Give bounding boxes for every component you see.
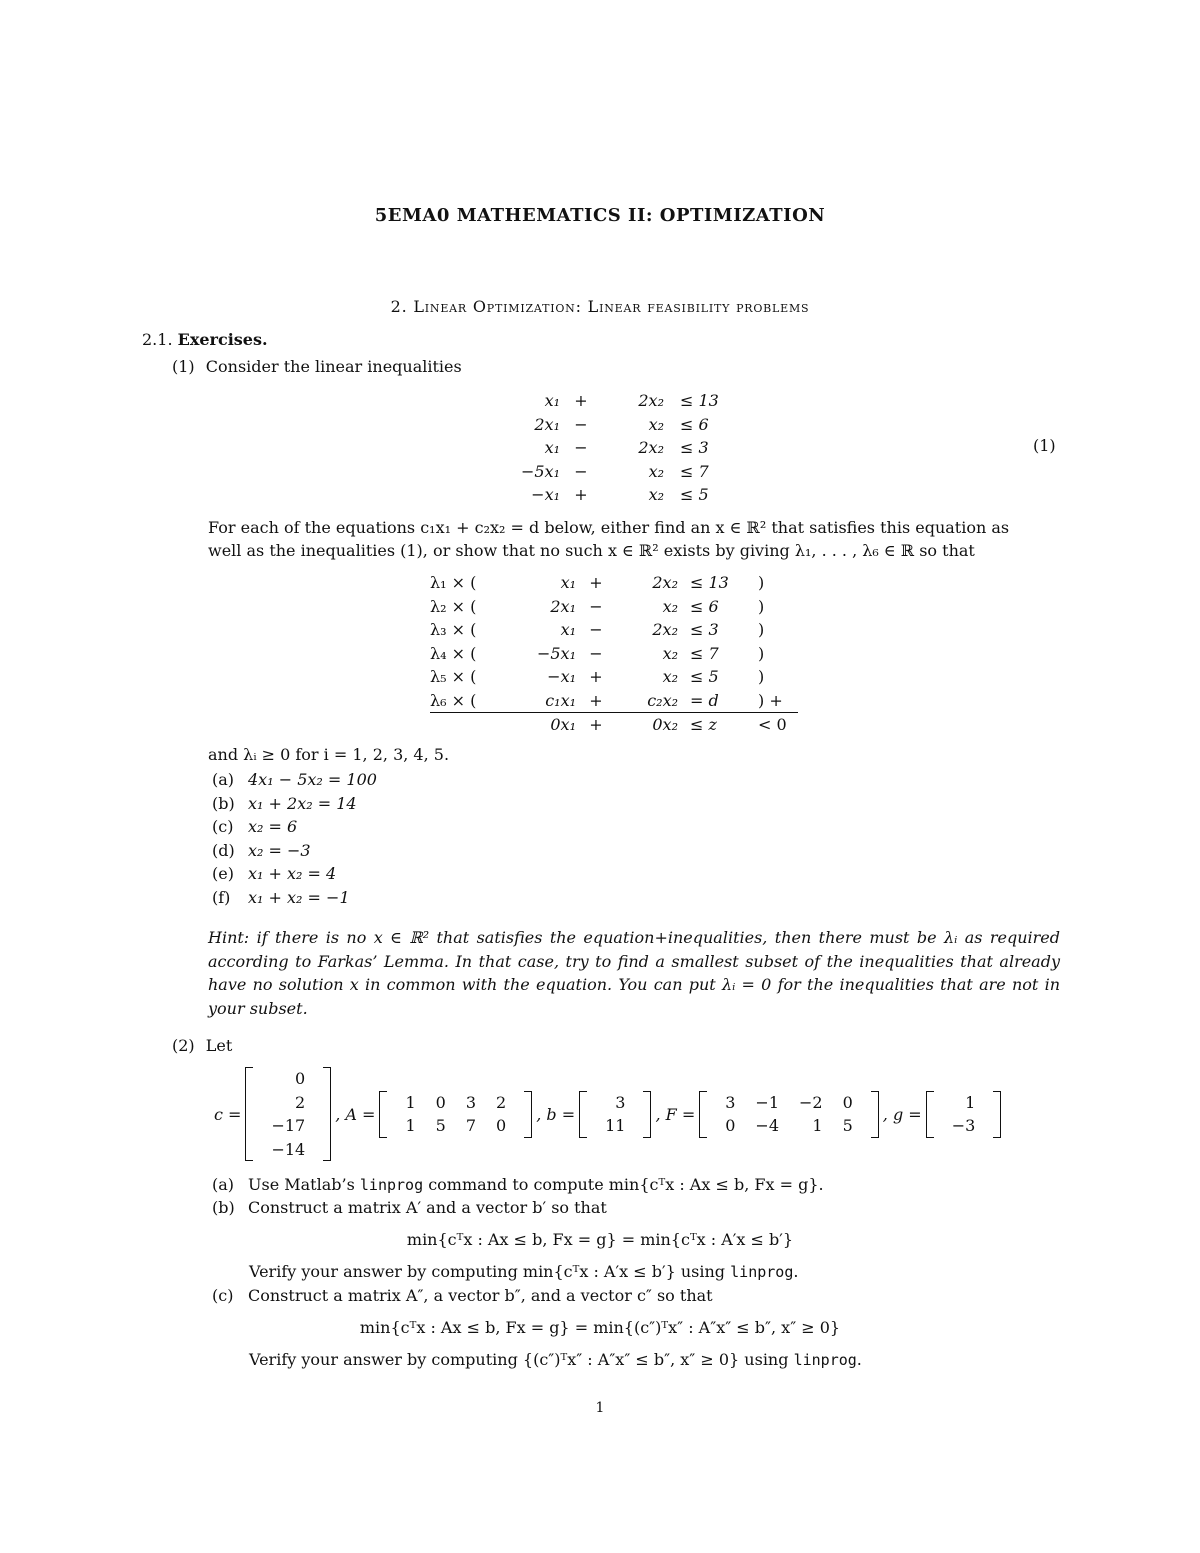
lambda-term: )	[758, 643, 765, 663]
matrix-entry: 3	[465, 1092, 476, 1112]
inequality-row	[500, 389, 734, 413]
exercise-1-item	[212, 815, 297, 838]
lambda-term: −5x₁	[536, 643, 576, 663]
lambda-term: ≤ 13	[690, 573, 729, 592]
equation-label: (1)	[1033, 436, 1056, 455]
item-label: (f)	[212, 887, 231, 907]
sum-term: +	[576, 713, 616, 737]
lambda-term: λ₄ × (	[430, 643, 477, 663]
item-equation: x₁ + x₂ = −1	[248, 887, 350, 907]
inequality-term: ≤ 3	[680, 438, 709, 457]
inequality-term: x₂	[648, 461, 664, 481]
exercise-1-intro	[172, 357, 462, 376]
exercise-1-item	[212, 792, 357, 815]
matrix-row	[595, 1091, 635, 1115]
matrix-row	[942, 1091, 986, 1115]
matrix-row	[715, 1114, 863, 1138]
matrix-entry: 7	[465, 1116, 476, 1135]
inequality-term: x₂	[648, 414, 664, 434]
lambda-term: )	[758, 620, 765, 639]
exercise-2-item-a	[212, 1173, 824, 1197]
lambda-term: λ₃ × (	[430, 620, 477, 639]
item-label: (c)	[212, 1286, 234, 1305]
lambda-term: −	[589, 620, 603, 639]
inequality-term: ≤ 6	[680, 414, 709, 434]
exercise-2-item-c	[212, 1284, 713, 1307]
section-heading: 2. Linear Optimization: Linear feasibility problems	[390, 297, 810, 316]
b-vector	[579, 1091, 651, 1138]
g-label: , g =	[882, 1104, 922, 1124]
item-text: .	[793, 1262, 799, 1281]
matrix-row	[395, 1091, 516, 1115]
lambda-term: ≤ 6	[690, 596, 719, 616]
inequality-term: 2x₂	[638, 391, 664, 410]
lambda-term: ≤ 5	[690, 667, 719, 686]
matrix-entry: 2	[295, 1092, 306, 1112]
inequality-term: ≤ 5	[680, 485, 709, 504]
lambda-term: c₂x₂	[647, 690, 678, 710]
subsection-number: 2.1.	[142, 330, 173, 349]
lambda-term: ≤ 7	[690, 643, 719, 663]
matrix-row	[942, 1114, 986, 1138]
lambda-term: x₂	[662, 667, 678, 686]
item-text: command to compute min{cᵀx : Ax ≤ b, Fx = g}.	[428, 1175, 824, 1194]
lambda-row	[430, 595, 798, 619]
inequality-term: −5x₁	[520, 461, 560, 481]
matrix-entry: 0	[295, 1069, 306, 1088]
verify-c	[249, 1350, 862, 1369]
matrix-entry: 5	[842, 1116, 853, 1135]
item-equation: x₂ = 6	[248, 817, 298, 836]
lambda-row	[430, 571, 798, 595]
sum-row	[430, 713, 798, 737]
page-number: 1	[595, 1400, 605, 1416]
matrix-row	[595, 1114, 635, 1138]
sum-term: 0x₁	[502, 713, 576, 737]
item-equation: x₁ + x₂ = 4	[248, 864, 337, 883]
exercise-1-item	[212, 768, 377, 791]
subsection-title: Exercises.	[177, 330, 268, 349]
A-label: , A =	[335, 1104, 376, 1124]
item-equation: x₂ = −3	[248, 840, 311, 860]
matrix-row	[261, 1091, 315, 1115]
lambda-term: x₁	[560, 573, 576, 592]
lambda-term: 2x₂	[652, 573, 678, 592]
inequality-term: −	[574, 438, 588, 457]
lambda-term: )	[758, 573, 765, 592]
lambda-term: −	[589, 643, 603, 663]
item-label: (a)	[212, 770, 235, 789]
lambda-term: +	[589, 667, 603, 686]
matrix-entry: −2	[799, 1092, 823, 1112]
F-label: , F =	[655, 1104, 696, 1124]
code-linprog: linprog	[359, 1176, 424, 1194]
exercise-2-intro	[172, 1036, 232, 1055]
matrix-entry: 3	[725, 1092, 736, 1112]
lambda-term: λ₁ × (	[430, 573, 477, 592]
lambda-term: )	[758, 596, 765, 616]
inequality-term: −x₁	[531, 485, 560, 504]
lambda-term: −	[589, 596, 603, 616]
b-label: , b =	[536, 1104, 576, 1124]
exercise-text: Let	[205, 1036, 233, 1055]
matrix-entry: −1	[755, 1092, 779, 1112]
lambda-term: λ₂ × (	[430, 596, 477, 616]
matrix-entry: 1	[405, 1116, 416, 1135]
exercise-1-item	[212, 862, 336, 885]
lambda-row	[430, 689, 798, 713]
matrix-entry: 1	[812, 1116, 823, 1135]
lambda-term: 2x₂	[652, 620, 678, 639]
item-text: .	[856, 1350, 862, 1369]
lambda-term: c₁x₁	[545, 690, 576, 710]
lambda-term: x₁	[560, 620, 576, 639]
lambda-term: ) +	[758, 690, 783, 710]
item-equation: 4x₁ − 5x₂ = 100	[248, 770, 377, 789]
inequality-term: x₁	[544, 438, 560, 457]
A-matrix	[379, 1091, 532, 1138]
exercise-number: (1)	[172, 357, 195, 376]
exercise-1-item	[212, 839, 311, 862]
matrix-row	[715, 1091, 863, 1115]
paragraph-line: For each of the equations c₁x₁ + c₂x₂ = d below, either find an x ∈ ℝ² that satisfies this equation as	[208, 518, 1010, 537]
paragraph-line: well as the inequalities (1), or show that no such x ∈ ℝ² exists by giving λ₁, . . . , λ₆ ∈ ℝ so that	[208, 541, 975, 560]
matrix-row	[261, 1067, 315, 1091]
matrix-entry: −4	[755, 1116, 779, 1135]
lambda-combination	[430, 571, 798, 737]
lambda-term: )	[758, 667, 765, 686]
exercise-number: (2)	[172, 1036, 195, 1055]
lambda-term: +	[589, 690, 603, 710]
c-label: c =	[214, 1104, 242, 1124]
lambda-term: x₂	[662, 596, 678, 616]
lambda-term: ≤ 3	[690, 620, 719, 639]
item-label: (b)	[212, 1198, 235, 1217]
item-label: (c)	[212, 817, 234, 836]
matrix-entry: −3	[951, 1116, 976, 1135]
inequality-row	[500, 483, 734, 507]
inequality-term: +	[574, 485, 588, 504]
matrix-row	[261, 1138, 315, 1162]
matrix-entry: 1	[405, 1092, 416, 1112]
item-text: Construct a matrix A″, a vector b″, and a vector c″ so that	[248, 1286, 713, 1305]
page-title: 5EMA0 MATHEMATICS II: OPTIMIZATION	[374, 205, 826, 226]
matrix-entry: 2	[496, 1092, 507, 1112]
lambda-row	[430, 618, 798, 642]
subsection-heading	[142, 330, 268, 349]
inequality-term: ≤ 7	[680, 461, 709, 481]
code-linprog: linprog	[730, 1263, 794, 1281]
matrix-entry: 0	[725, 1116, 736, 1135]
item-label: (e)	[212, 864, 234, 883]
lambda-row	[430, 642, 798, 666]
sum-term: ≤ z	[678, 713, 754, 737]
sum-term: 0x₂	[616, 713, 678, 737]
inequality-term: 2x₂	[638, 438, 664, 457]
item-label: (d)	[212, 840, 235, 860]
matrix-entry: 11	[605, 1116, 626, 1135]
item-equation: x₁ + 2x₂ = 14	[248, 793, 357, 813]
inequality-row	[500, 436, 734, 460]
exercise-text: Consider the linear inequalities	[205, 357, 462, 376]
lambda-term: λ₅ × (	[430, 667, 477, 686]
lambda-condition: and λᵢ ≥ 0 for i = 1, 2, 3, 4, 5.	[208, 745, 450, 764]
matrix-entry: 0	[842, 1092, 853, 1112]
inequality-row	[500, 460, 734, 484]
exercise-1-paragraph	[208, 516, 1060, 562]
F-matrix	[699, 1091, 879, 1138]
inequality-term: x₁	[544, 391, 560, 410]
inequality-term: −	[574, 461, 588, 481]
lambda-term: 2x₁	[550, 596, 576, 616]
matrix-entry: 0	[496, 1116, 507, 1135]
item-label: (b)	[212, 793, 235, 813]
matrix-entry: 1	[965, 1092, 976, 1112]
sum-term	[430, 713, 502, 737]
lambda-term: +	[589, 573, 603, 592]
g-vector	[926, 1091, 1002, 1138]
matrix-entry: 5	[435, 1116, 446, 1135]
matrix-entry: −14	[271, 1139, 306, 1159]
inequality-row	[500, 413, 734, 437]
matrix-row	[261, 1114, 315, 1138]
item-text: Verify your answer by computing {(c″)ᵀx″ : A″x″ ≤ b″, x″ ≥ 0} using	[249, 1350, 789, 1369]
lambda-term: = d	[690, 690, 719, 710]
matrix-row	[395, 1114, 516, 1138]
lambda-term: −x₁	[547, 667, 576, 686]
item-text: Verify your answer by computing min{cᵀx : A′x ≤ b′} using	[249, 1262, 726, 1281]
c-vector	[245, 1067, 331, 1161]
equation-b: min{cᵀx : Ax ≤ b, Fx = g} = min{cᵀx : A′x ≤ b′}	[406, 1230, 794, 1249]
inequality-term: −	[574, 414, 588, 434]
equation-c: min{cᵀx : Ax ≤ b, Fx = g} = min{(c″)ᵀx″ : A″x″ ≤ b″, x″ ≥ 0}	[359, 1318, 841, 1337]
inequality-term: 2x₁	[534, 414, 560, 434]
matrix-definitions	[214, 1067, 1005, 1161]
inequality-term: +	[574, 391, 588, 410]
verify-b	[249, 1262, 798, 1281]
hint-paragraph: Hint: if there is no x ∈ ℝ² that satisfies the equation+inequalities, then there must be λᵢ as required according to Farkas’ Lemma. In that case, try to find a smallest subset of the inequalities that already have no solution x in common with the equation. You can put λᵢ = 0 for the inequalities that are not in your subset.	[208, 928, 1060, 1018]
code-linprog: linprog	[793, 1351, 857, 1369]
exercise-1-item	[212, 886, 350, 909]
exercise-2-item-b	[212, 1196, 607, 1219]
lambda-term: x₂	[662, 643, 678, 663]
inequality-term: x₂	[648, 485, 664, 504]
item-text: Construct a matrix A′ and a vector b′ so that	[248, 1198, 607, 1217]
matrix-entry: 0	[435, 1092, 446, 1112]
inequality-term: ≤ 13	[680, 391, 719, 410]
inequality-system	[500, 389, 734, 507]
sum-term: < 0	[754, 713, 798, 737]
lambda-term: λ₆ × (	[430, 690, 477, 710]
lambda-row	[430, 665, 798, 689]
matrix-entry: −17	[271, 1116, 306, 1135]
item-label: (a)	[212, 1175, 235, 1194]
item-text: Use Matlab’s	[248, 1175, 355, 1194]
matrix-entry: 3	[615, 1092, 626, 1112]
